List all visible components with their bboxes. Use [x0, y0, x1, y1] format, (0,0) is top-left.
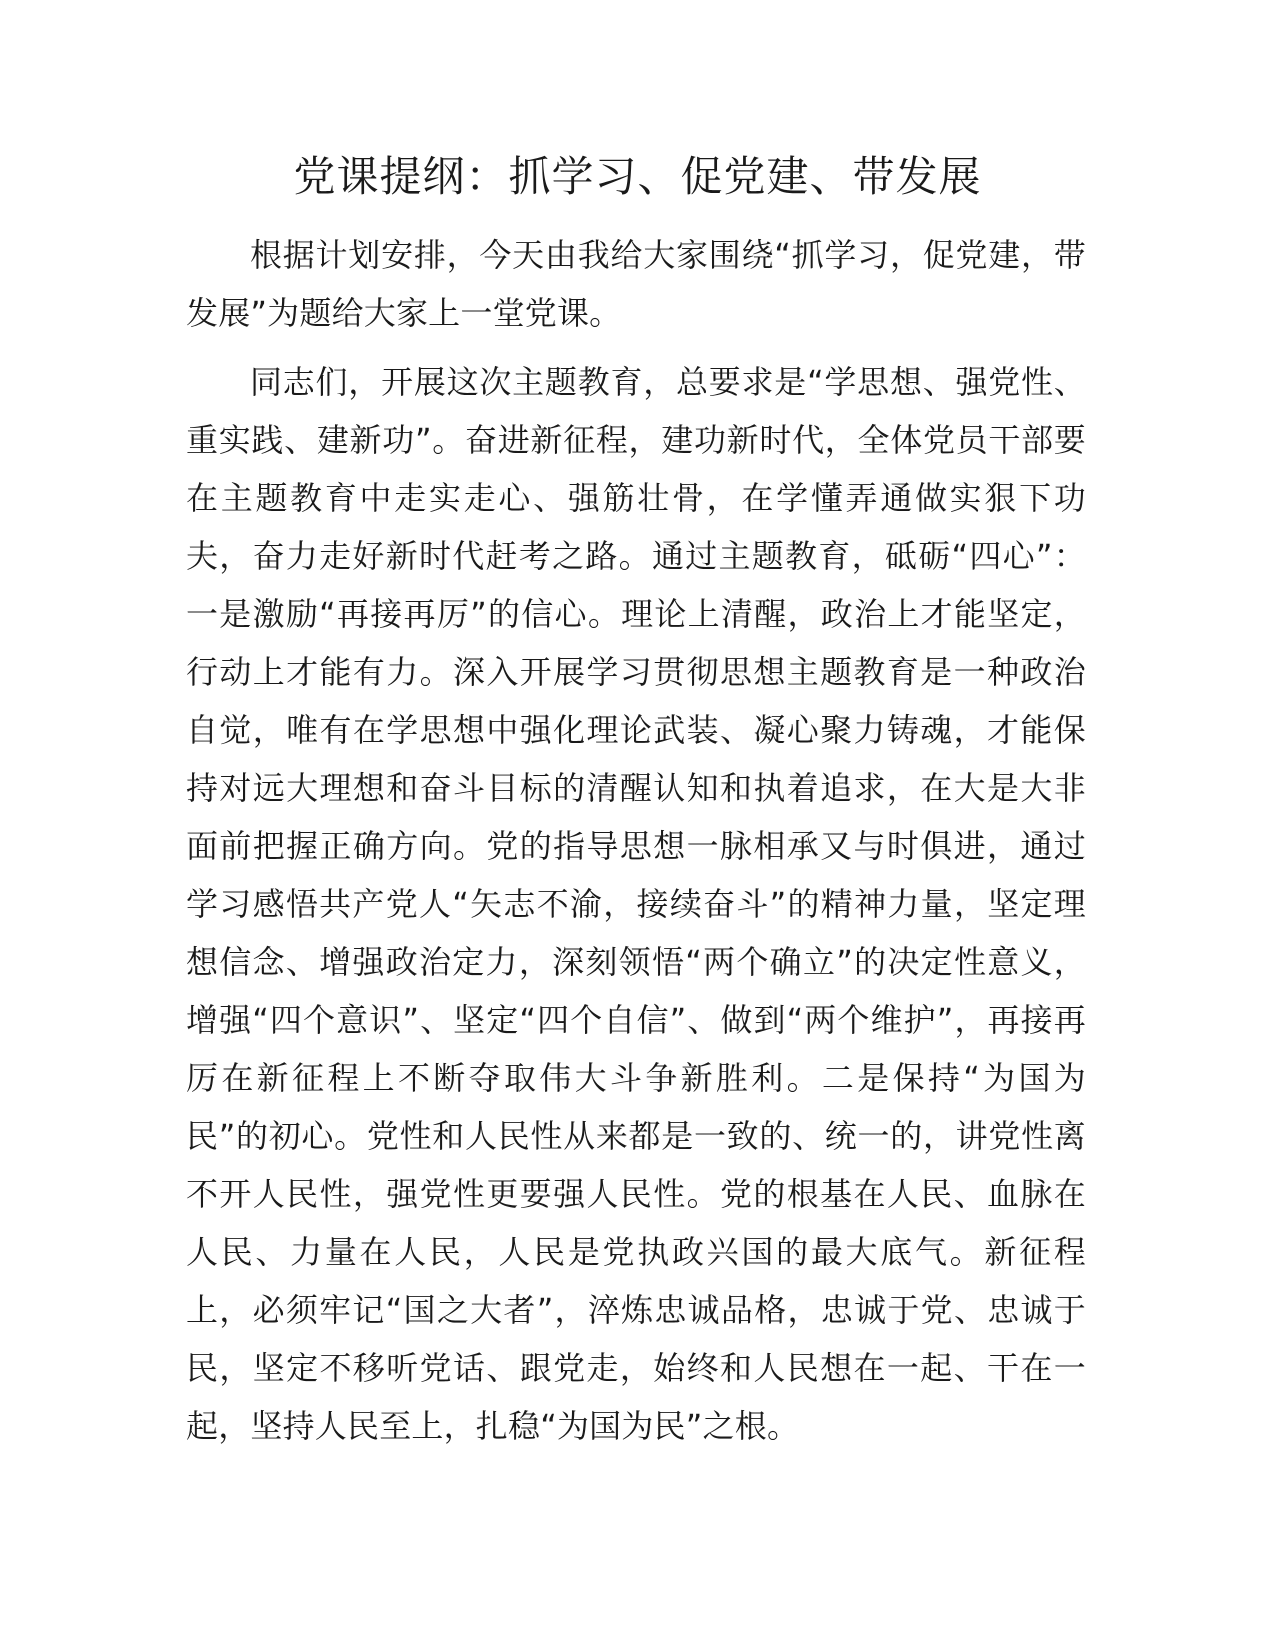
document-body: [186, 226, 1086, 1455]
document-title: 党课提纲：抓学习、促党建、带发展: [293, 152, 982, 201]
paragraph-main: 同志们，开展这次主题教育，总要求是“学思想、强党性、重实践、建新功”。奋进新征程，建功新时代，全体党员干部要在主题教育中走实走心、强筋壮骨，在学懂弄通做实狠下功夫，奋力走好新时代赶考之路。通过主题教育，砥砺“四心”：一是激励“再接再厉”的信心。理论上清醒，政治上才能坚定，行动上才能有力。深入开展学习贯彻思想主题教育是一种政治自觉，唯有在学思想中强化理论武装、凝心聚力铸魂，才能保持对远大理想和奋斗目标的清醒认知和执着追求，在大是大非面前把握正确方向。党的指导思想一脉相承又与时俱进，通过学习感悟共产党人“矢志不渝，接续奋斗”的精神力量，坚定理想信念、增强政治定力，深刻领悟“两个确立”的决定性意义，增强“四个意识”、坚定“四个自信”、做到“两个维护”，再接再厉在新征程上不断夺取伟大斗争新胜利。二是保持“为国为民”的初心。党性和人民性从来都是一致的、统一的，讲党性离不开人民性，强党性更要强人民性。党的根基在人民、血脉在人民、力量在人民，人民是党执政兴国的最大底气。新征程上，必须牢记“国之大者”，淬炼忠诚品格，忠诚于党、忠诚于民，坚定不移听党话、跟党走，始终和人民想在一起、干在一起，坚持人民至上，扎稳“为国为民”之根。: [186, 363, 1086, 1445]
paragraph-intro: 根据计划安排，今天由我给大家围绕“抓学习，促党建，带发展”为题给大家上一堂党课。: [186, 236, 1086, 332]
